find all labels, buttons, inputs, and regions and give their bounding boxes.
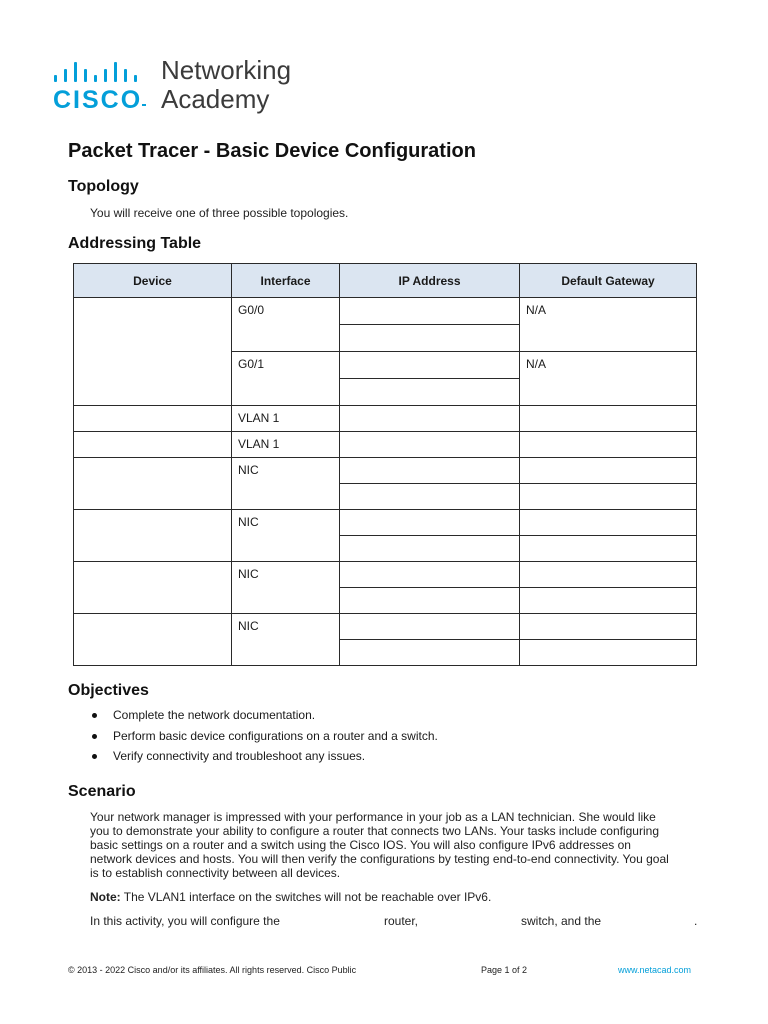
objective-text: Complete the network documentation.	[113, 708, 316, 722]
scenario-line: basic settings on a router and a switch using the Cisco IOS. You will also configure IPv6 addresses on	[90, 838, 631, 852]
interface-cell: NIC	[232, 562, 340, 614]
objective-text: Perform basic device configurations on a router and a switch.	[113, 728, 438, 743]
device-cell	[74, 458, 232, 510]
ip-address-cell	[340, 510, 520, 536]
column-header-interface: Interface	[232, 264, 340, 298]
bullet-icon	[92, 713, 97, 718]
brand-name	[161, 56, 291, 114]
footer-site-link[interactable]: www.netacad.com	[618, 965, 692, 975]
scenario-line: you to demonstrate your ability to configure a router that connects two LANs. Your tasks include configuring	[90, 824, 659, 838]
device-cell	[74, 510, 232, 562]
gateway-cell	[520, 588, 697, 614]
gateway-cell	[520, 614, 697, 640]
interface-cell: NIC	[232, 458, 340, 510]
ip-address-cell	[340, 614, 520, 640]
activity-text-part: In this activity, you will configure the	[90, 914, 280, 928]
column-header-ip-address: IP Address	[340, 264, 520, 298]
cisco-bridge-logo-icon	[52, 60, 148, 82]
interface-cell: VLAN 1	[232, 406, 340, 432]
cisco-underscore	[142, 104, 146, 106]
page-title: Packet Tracer - Basic Device Configuration	[68, 140, 476, 162]
table-row	[74, 614, 697, 640]
footer-copyright: © 2013 - 2022 Cisco and/or its affiliates. All rights reserved. Cisco Public	[68, 965, 357, 975]
interface-cell: VLAN 1	[232, 432, 340, 458]
bullet-icon	[92, 754, 97, 759]
device-cell	[74, 614, 232, 666]
table-row	[74, 298, 697, 325]
ip-address-cell	[340, 379, 520, 406]
gateway-cell	[520, 484, 697, 510]
brand-line-2: Academy	[161, 84, 270, 114]
interface-cell: NIC	[232, 614, 340, 666]
addressing-table	[73, 263, 697, 666]
note-text: The VLAN1 interface on the switches will not be reachable over IPv6.	[120, 890, 492, 904]
table-header-row	[74, 264, 697, 298]
activity-text-part: switch, and the	[521, 914, 602, 928]
gateway-cell	[520, 640, 697, 666]
list-item	[90, 748, 438, 769]
ip-address-cell	[340, 588, 520, 614]
gateway-cell: N/A	[520, 352, 697, 406]
gateway-cell	[520, 536, 697, 562]
objectives-heading: Objectives	[68, 682, 149, 699]
interface-cell: G0/0	[232, 298, 340, 352]
ip-address-cell	[340, 406, 520, 432]
ip-address-cell	[340, 640, 520, 666]
interface-cell: G0/1	[232, 352, 340, 406]
device-cell	[74, 562, 232, 614]
addressing-table-heading: Addressing Table	[68, 235, 202, 252]
ip-address-cell	[340, 325, 520, 352]
device-cell	[74, 432, 232, 458]
gateway-cell: N/A	[520, 298, 697, 352]
gateway-cell	[520, 510, 697, 536]
ip-address-cell	[340, 298, 520, 325]
table-row	[74, 406, 697, 432]
scenario-line: Your network manager is impressed with your performance in your job as a LAN technician. She would like	[90, 810, 656, 824]
list-item	[90, 728, 438, 749]
scenario-paragraph	[90, 810, 705, 880]
note	[90, 890, 491, 904]
activity-text-part: router,	[384, 914, 419, 928]
gateway-cell	[520, 562, 697, 588]
objectives-list	[90, 707, 438, 769]
column-header-device: Device	[74, 264, 232, 298]
interface-cell: NIC	[232, 510, 340, 562]
activity-text-part: .	[694, 914, 698, 928]
cisco-wordmark: CISCO	[53, 86, 143, 114]
ip-address-cell	[340, 458, 520, 484]
ip-address-cell	[340, 562, 520, 588]
scenario-heading: Scenario	[68, 783, 136, 800]
note-label: Note:	[90, 890, 121, 904]
gateway-cell	[520, 458, 697, 484]
column-header-default-gateway: Default Gateway	[520, 264, 697, 298]
scenario-line: network devices and hosts. You will then verify the configurations by testing end-to-end connectivity. You goal	[90, 852, 669, 866]
ip-address-cell	[340, 432, 520, 458]
topology-heading: Topology	[68, 178, 139, 195]
topology-text: You will receive one of three possible topologies.	[90, 206, 349, 220]
table-row	[74, 432, 697, 458]
gateway-cell	[520, 406, 697, 432]
device-cell	[74, 298, 232, 406]
table-row	[74, 458, 697, 484]
footer-page-number: Page 1 of 2	[481, 965, 528, 975]
bullet-icon	[92, 734, 97, 739]
table-row	[74, 562, 697, 588]
activity-sentence	[90, 914, 700, 930]
objective-text: Verify connectivity and troubleshoot any issues.	[113, 749, 366, 763]
list-item	[90, 707, 438, 728]
gateway-cell	[520, 432, 697, 458]
ip-address-cell	[340, 536, 520, 562]
brand-line-1: Networking	[161, 55, 292, 85]
ip-address-cell	[340, 484, 520, 510]
ip-address-cell	[340, 352, 520, 379]
scenario-line: is to establish connectivity between all devices.	[90, 866, 341, 880]
networking-academy-logo	[52, 56, 312, 118]
table-row	[74, 510, 697, 536]
device-cell	[74, 406, 232, 432]
